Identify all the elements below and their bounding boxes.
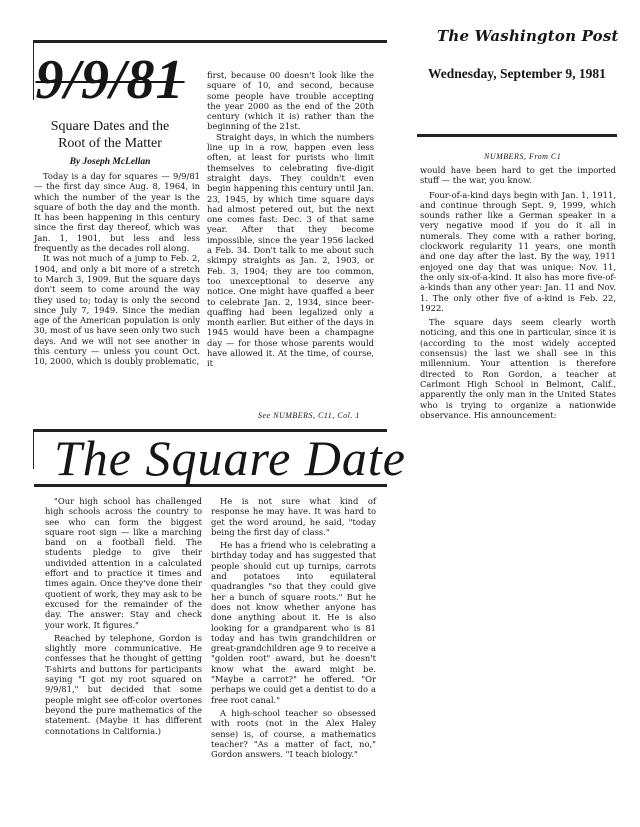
article2-column-2 bbox=[211, 496, 376, 759]
top-article-rule bbox=[34, 40, 387, 43]
byline: By Joseph McLellan bbox=[69, 157, 151, 167]
article1-paragraph: first, because 00 doesn't look like the square of 10, and second, because some people have trouble accepting the year 2000 as the end of the 20th century (which it is) rather than the beginning of the 21st. bbox=[207, 70, 374, 132]
article2-paragraph: "Our high school has challenged high schools across the country to see who can form the biggest square root sign — like a marching band on a football field. The students pledge to give their undivided attention in a calculated effort and to practice it times and times again. Once they've done their quotient of work, they may ask to be excused for the remainder of the day. The answer: Stay and check your work. It figures." bbox=[45, 496, 202, 630]
article2-paragraph: Reached by telephone, Gordon is slightly more communicative. He confesses that he thought of getting T-shirts and buttons for participants saying "I got my root squared on 9/9/81," but decided that some people might see off-color overtones beyond the pure mathematics of the statement. (Maybe it has different connotations in California.) bbox=[45, 632, 202, 736]
jump-top-rule bbox=[417, 134, 617, 137]
article1-paragraph: It was not much of a jump to Feb. 2, 1904, and only a bit more of a stretch to March 3, 1909. But the square days don't seem to come around the way they used to; today is only the second since July 7, 1949. Since the median age of the American population is only 30, most of us have seen only two such days. And we will not see another in this century — unless you count Oct. 10, 2000, which is doubly problematic, bbox=[34, 253, 200, 367]
article2-paragraph: A high-school teacher so obsessed with roots (not in the Alex Haley sense) is, of course, a mathematics teacher? "As a matter of fact, no," Gordon answers. "I teach biology." bbox=[211, 707, 376, 760]
article2-left-rule bbox=[33, 429, 34, 469]
jump-paragraph: The square days seem clearly worth noticing, and this one in particular, since it is (according to the most widely accepted consensus) the last we shall see in this millennium. Your attention is therefore directed to Ron Gordon, a teacher at Carlmont High School in Belmont, Calif., apparently the only man in the United States who is trying to organize a nationwide observance. His announcement: bbox=[420, 317, 616, 420]
masthead-date: Wednesday, September 9, 1981 bbox=[428, 66, 606, 81]
masthead-paper-name: The Washington Post bbox=[437, 27, 619, 45]
article2-headline: The Square Date bbox=[54, 430, 406, 486]
article1-column-1 bbox=[34, 171, 200, 367]
headline-line-1: Square Dates and the bbox=[50, 119, 170, 134]
jump-paragraph: Four-of-a-kind days begin with Jan. 1, 1911, and continue through Sept. 9, 1999, which sounds rather like a German speaker in a very negative mood if you do it all in numerals. They come with a rather boring, clockwork regularity 11 years, one month and one day after the last. By the way, 1911 enjoyed one day that was unique: Nov. 11, the only six-of-a-kind. It also has more five-of-a-kinds than any other year: Jan. 11 and Nov. 1. The only other five of a-kind is Feb. 22, 1922. bbox=[420, 189, 616, 313]
jump-head: NUMBERS, From C1 bbox=[484, 152, 562, 161]
article2-column-1 bbox=[45, 496, 202, 736]
continued-on-line: See NUMBERS, C11, Col. 1 bbox=[258, 411, 360, 420]
article2-paragraph: He is not sure what kind of response he may have. It was hard to get the word around, he said, "today being the first day of class." bbox=[211, 496, 376, 537]
article1-paragraph: Today is a day for squares — 9/9/81 — the first day since Aug. 8, 1964, in which the number of the year is the square of both the day and the month. It has been happening in this century since the first day thereof, which was Jan. 1, 1901, but less and less frequently as the decades roll along. bbox=[34, 171, 200, 254]
article1-paragraph: Straight days, in which the numbers line up in a row, happen even less often, at least for purists who limit themselves to celebrating five-digit straight days. They couldn't even begin happening this century until Jan. 23, 1945, by which time square days had almost petered out, but the next one comes fast: Dec. 3 of that same year. After that they become impossible, since the year 1956 lacked a Feb. 34. Don't talk to me about such skimpy straights as Jan. 2, 1903, or Feb. 3, 1904; they are too common, too unexceptional to deserve any notice. One might have quaffed a beer to celebrate Jan. 2, 1934, since beer-quaffing had been legalized only a month earlier. But either of the days in 1945 would have been a champagne day — for those whose parents would have allowed it. At the time, of course, it bbox=[207, 131, 374, 369]
headline-line-2: Root of the Matter bbox=[58, 136, 162, 151]
article2-paragraph: He has a friend who is celebrating a birthday today and has suggested that people should cut up turnips, carrots and potatoes into equilateral quadrangles "so that they could give her a bunch of square roots." But he does not know whether anyone has done anything about it. He is also looking for a grandparent who is 81 today and has twin grandchildren or great-grandchildren age 9 to receive a "golden root" award, but he doesn't know what the award might be. "Maybe a carrot?" he offered. "Or perhaps we could get a dentist to do a free root canal." bbox=[211, 540, 376, 705]
jump-column bbox=[420, 165, 616, 420]
jump-paragraph: would have been hard to get the imported stuff — the war, you know. bbox=[420, 165, 616, 186]
article1-column-2 bbox=[207, 70, 374, 369]
big-date-headline: 9/9/81 bbox=[35, 49, 185, 111]
